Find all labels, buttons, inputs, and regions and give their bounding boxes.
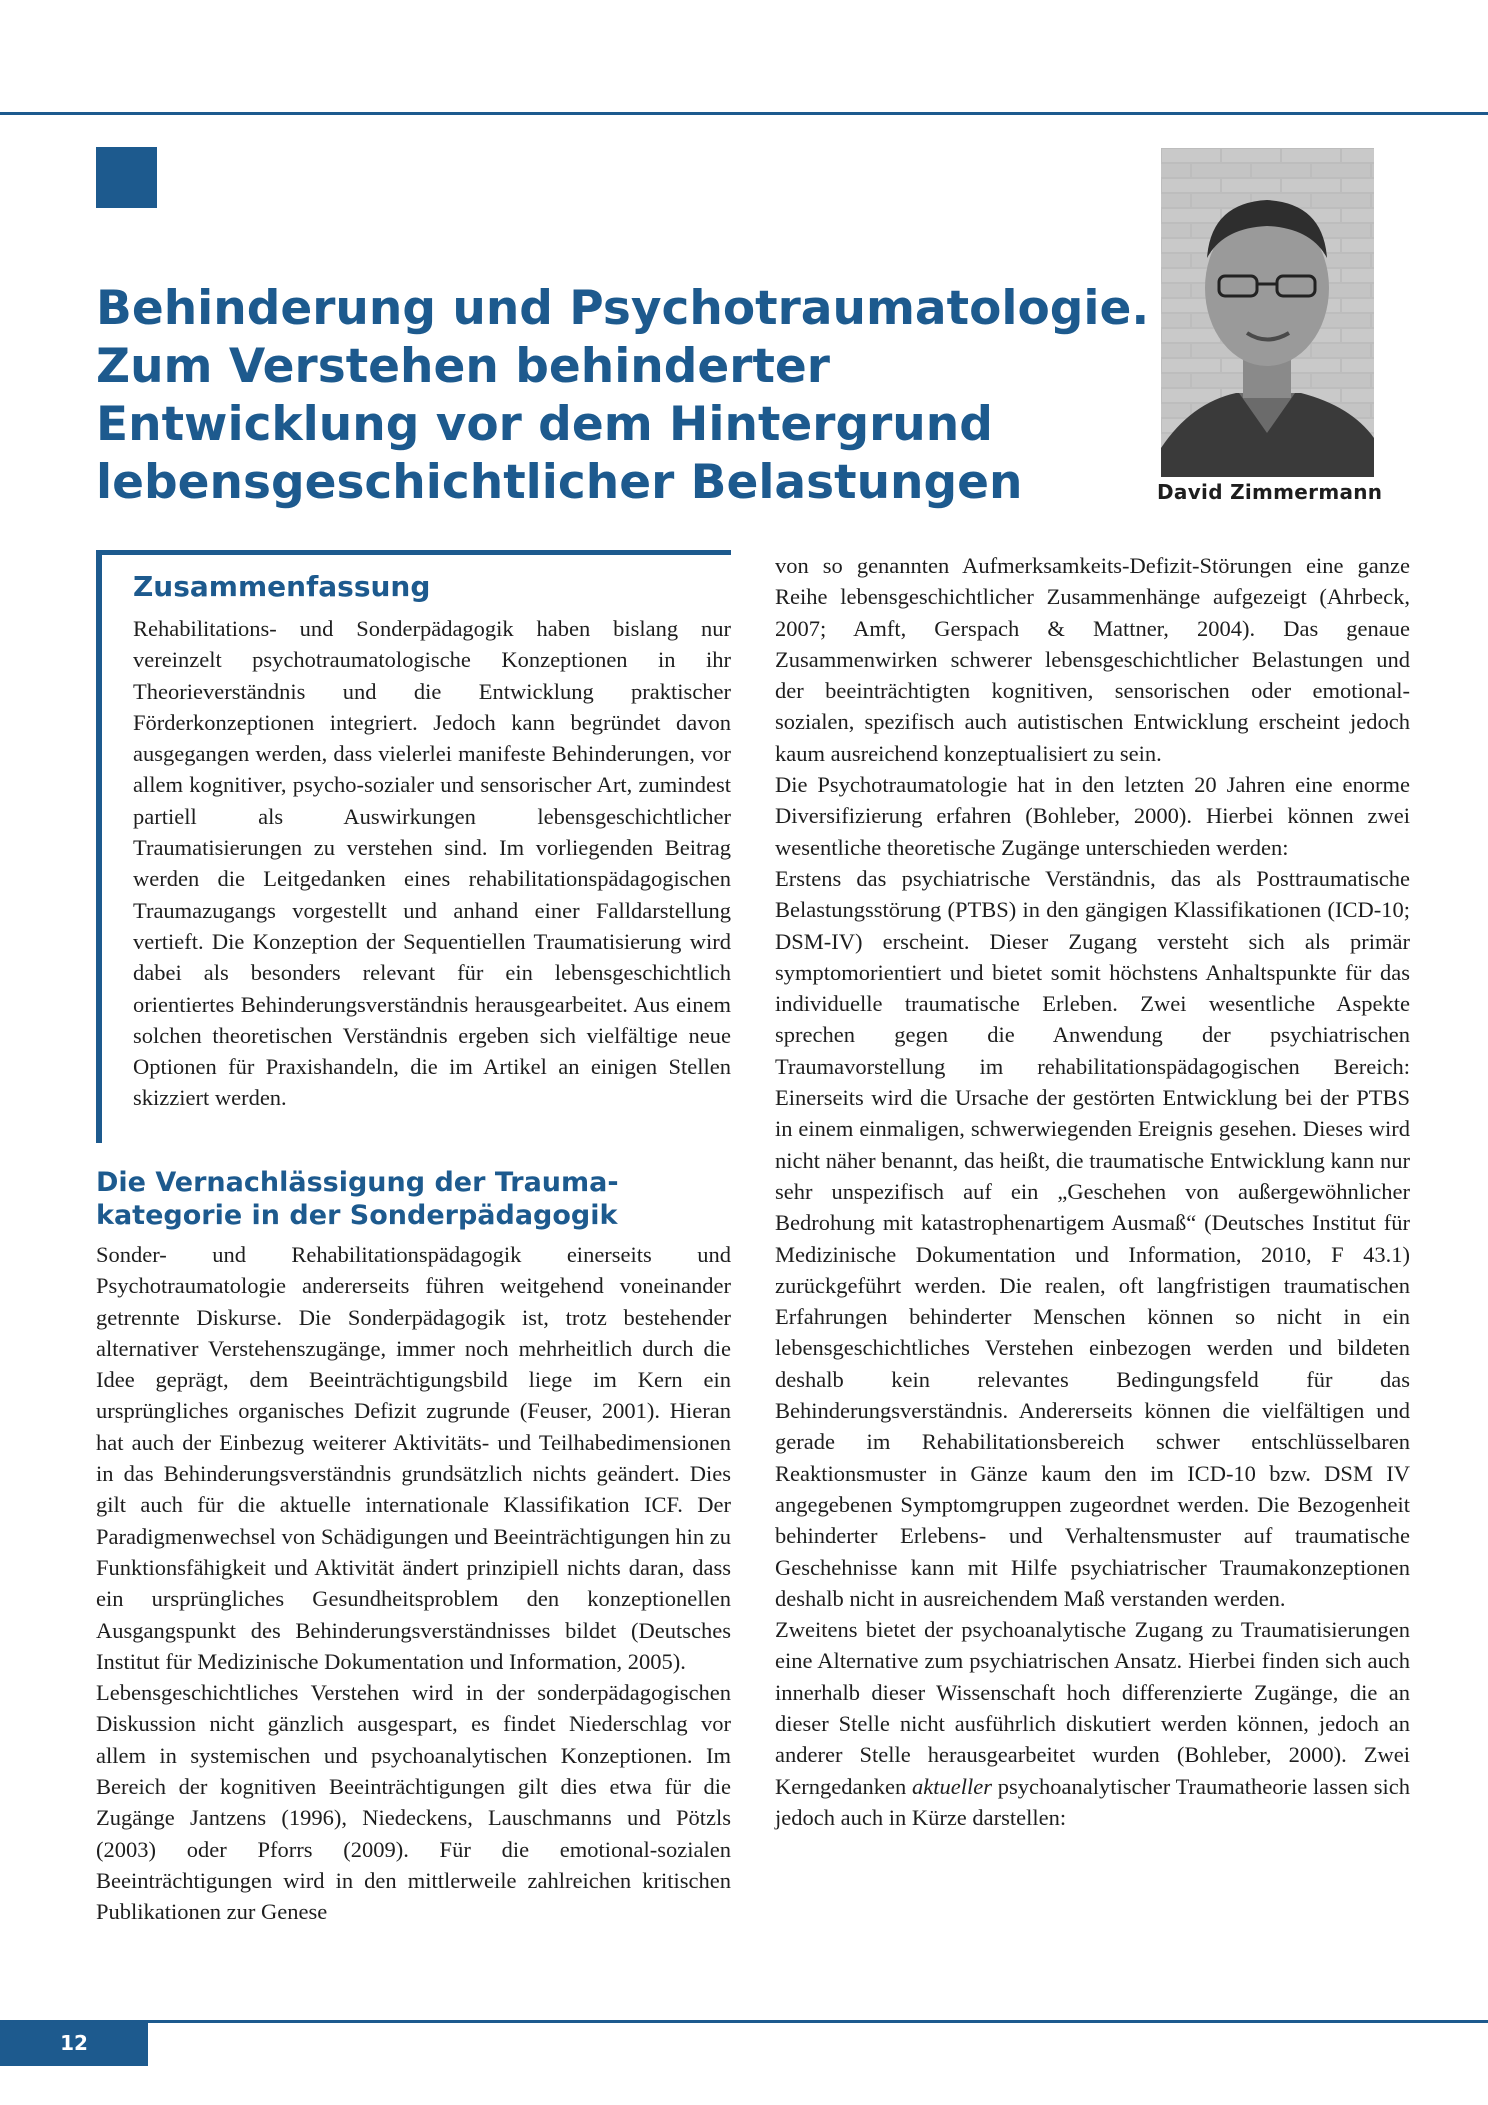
body-paragraph xyxy=(775,1614,1410,1833)
title-line: Zum Verstehen behinderter xyxy=(96,339,830,394)
text-run: psychoanalytischer Traumatheorie lassen sich jedoch auch in Kürze darstellen: xyxy=(775,1773,1410,1830)
body-paragraph: Sonder- und Rehabilitationspädagogik einerseits und Psychotraumatologie andererseits führen weitgehend voneinander getrennte Diskurse. Die Sonderpädagogik ist, trotz bestehender alternativer Verstehenszugänge, immer noch mehrheitlich durch die Idee geprägt, dem Beeinträchtigungsbild liege im Kern ein ursprüngliches organisches Defizit zugrunde (Feuser, 2001). Hieran hat auch der Einbezug weiterer Aktivitäts- und Teilhabedimensionen in das Behinderungsverständnis grundsätzlich nichts geändert. Dies gilt auch für die aktuelle internationale Klassifikation ICF. Der Paradigmenwechsel von Schädigungen und Beeinträchtigungen hin zu Funktionsfähigkeit und Aktivität ändert prinzipiell nichts daran, dass ein ursprüngliches Gesundheitsproblem den konzeptionellen Ausgangspunkt des Behinderungsverständnisses bildet (Deutsches Institut für Medizinische Dokumentation und Information, 2005). xyxy=(96,1242,731,1674)
text-run: Zweitens bietet der psychoanalytische Zugang zu Traumatisierungen eine Alternative zum psychiatrischen Ansatz. Hierbei finden sich auch innerhalb dieser Wissenschaft hoch differenzierte Zugänge, die an dieser Stelle nicht ausführlich diskutiert werden können, jedoch an anderer Stelle herausgearbeitet wurden (Bohleber, 2000). Zwei Kerngedanken xyxy=(775,1617,1410,1799)
title-line: Entwicklung vor dem Hintergrund xyxy=(96,397,993,452)
right-column xyxy=(775,550,1410,1833)
body-paragraph: Erstens das psychiatrische Verständnis, das als Posttraumatische Belastungsstörung (PTBS) in den gängigen Klassifikationen (ICD-10; DSM-IV) erscheint. Dieser Zugang versteht sich als primär symptomorientiert und bietet somit höchstens Anhaltspunkte für das individuelle traumatische Erleben. Zwei wesentliche Aspekte sprechen gegen die Anwendung der psychiatrischen Traumavorstellung im rehabilitationspädagogischen Bereich: Einerseits wird die Ursache der gestörten Entwicklung bei der PTBS in einem einmaligen, schwerwiegenden Ereignis gesehen. Dieses wird nicht näher benannt, das heißt, die traumatische Entwicklung kann nur sehr unspezifisch auf ein „Geschehen von außergewöhnlicher Bedrohung mit katastrophenartigem Ausmaß“ (Deutsches Institut für Medizinische Dokumentation und Information, 2010, F 43.1) zurückgeführt werden. Die realen, oft langfristigen traumatischen Erfahrungen behinderter Menschen können so nicht in ein lebensgeschichtliches Verstehen einbezogen werden und bildeten deshalb kein relevantes Bedingungsfeld für das Behinderungsverständnis. Andererseits können die vielfältigen und gerade im Rehabilitationsbereich schwer entschlüsselbaren Reaktionsmuster in Gänze kaum den im ICD-10 bzw. DSM IV angegebenen Symptomgruppen zugeordnet werden. Die Bezogenheit behinderter Erlebens- und Verhaltensmuster auf traumatische Geschehnisse kann mit Hilfe psychiatrischer Traumakonzeptionen deshalb nicht in ausreichendem Maß verstanden werden. xyxy=(775,865,1410,1611)
body-paragraph: Die Psychotraumatologie hat in den letzten 20 Jahren eine enorme Diversifizierung erfahren (Bohleber, 2000). Hierbei können zwei wesentliche theoretische Zugänge unterschieden werden: xyxy=(775,772,1410,860)
abstract-heading: Zusammenfassung xyxy=(133,570,431,603)
section-heading xyxy=(96,1166,716,1232)
bottom-rule xyxy=(0,2020,1488,2023)
emphasized-word: aktueller xyxy=(911,1773,992,1799)
abstract-text: Rehabilitations- und Sonderpädagogik haben bislang nur vereinzelt psychotraumatologische Konzeptionen in ihr Theorieverständnis und die Entwicklung praktischer Förderkonzeptionen integriert. Jedoch kann begründet davon ausgegangen werden, dass vielerlei manifeste Behinderungen, vor allem kognitiver, psycho-sozialer und sensorischer Art, zumindest partiell als Auswirkungen lebensgeschichtlicher Traumatisierungen zu verstehen sind. Im vorliegenden Beitrag werden die Leitgedanken eines rehabilitationspädagogischen Traumazugangs vorgestellt und anhand einer Falldarstellung vertieft. Die Konzeption der Sequentiellen Traumatisierung wird dabei als besonders relevant für ein lebensgeschichtlich orientiertes Behinderungsverständnis herausgearbeitet. Aus einem solchen theoretischen Verständnis ergeben sich vielfältige neue Optionen für Praxishandeln, die im Artikel an einigen Stellen skizziert werden. xyxy=(133,616,731,1111)
body-paragraph: Lebensgeschichtliches Verstehen wird in der sonderpädagogischen Diskussion nicht gänzlich ausgespart, es findet Niederschlag vor allem in systemischen und psychoanalytischen Konzeptionen. Im Bereich der kognitiven Beeinträchtigungen gilt dies etwa für die Zugänge Jantzens (1996), Niedeckens, Lauschmanns und Pötzls (2003) oder Pforrs (2009). Für die emotional-sozialen Beeinträchtigungen wird in den mittlerweile zahlreichen kritischen Publikationen zur Genese xyxy=(96,1680,731,1925)
top-rule xyxy=(0,112,1488,115)
abstract-rule-left xyxy=(96,550,102,1143)
article-title xyxy=(96,280,1150,512)
page-number: 12 xyxy=(0,2020,148,2066)
title-line: lebensgeschichtlicher Belastungen xyxy=(96,455,1023,510)
left-column xyxy=(96,1239,731,1928)
section-heading-line: Die Vernachlässigung der Trauma- xyxy=(96,1167,619,1198)
body-paragraph: von so genannten Aufmerksamkeits-Defizit-Störungen eine ganze Reihe lebensgeschichtlicher Zusammenhänge aufgezeigt (Ahrbeck, 2007; Amft, Gerspach & Mattner, 2004). Das genaue Zusammenwirken schwerer lebensgeschichtlicher Belastungen und der beeinträchtigten kognitiven, sensorischen oder emotional-sozialen, spezifisch auch autistischen Entwicklung erscheint jedoch kaum ausreichend konzeptualisiert zu sein. xyxy=(775,553,1410,766)
author-photo xyxy=(1161,148,1374,477)
abstract-rule-top xyxy=(96,550,731,555)
section-heading-line: kategorie in der Sonderpädagogik xyxy=(96,1200,618,1231)
section-marker-square xyxy=(96,147,157,208)
author-name: David Zimmermann xyxy=(1157,480,1383,504)
author-portrait-image xyxy=(1161,148,1374,477)
title-line: Behinderung und Psychotraumatologie. xyxy=(96,281,1150,336)
